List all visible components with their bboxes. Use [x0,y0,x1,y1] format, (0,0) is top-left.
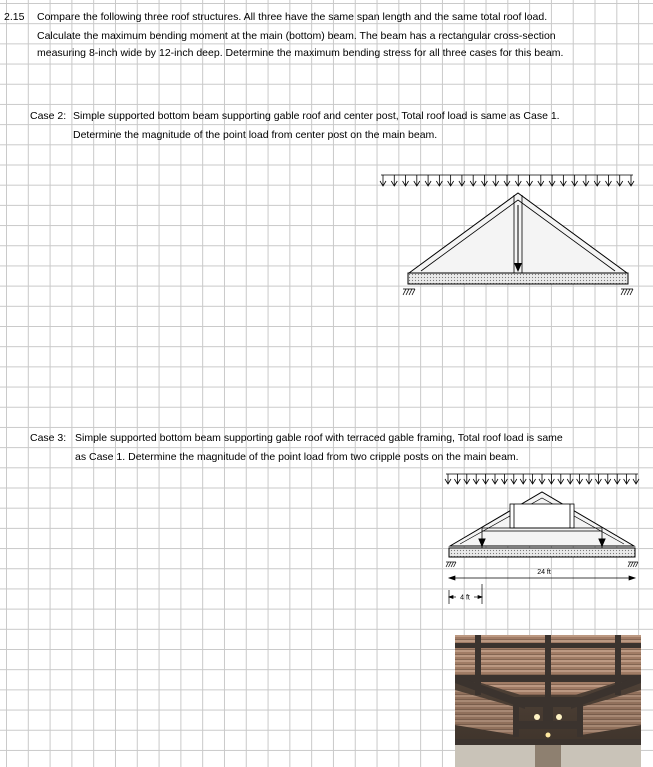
case3-offset-label: 4 ft [460,594,470,602]
case2-load-arrow [538,175,544,186]
case3-main-beam [449,548,635,557]
case2-diagram [375,165,643,305]
case2-line-1: Simple supported bottom beam supporting gable roof and center post, Total roof load is same as Case 1. [73,110,560,122]
case3-label: Case 3: [30,432,67,444]
case2-load-arrow [391,175,397,186]
case3-load-arrow [464,474,470,484]
case2-load-arrow [628,175,634,186]
case3-load-arrow [445,474,451,484]
case2-load-arrow [583,175,589,186]
case3-load-arrow [454,474,460,484]
case2-line-2: Determine the magnitude of the point load from center post on the main beam. [73,129,438,141]
case3-load-arrow [633,474,639,484]
case2-main-beam [408,273,628,284]
case3-line-2: as Case 1. Determine the magnitude of the point load from two cripple posts on the main beam. [75,451,519,463]
case3-load-arrow [605,474,611,484]
problem-line-2: Calculate the maximum bending moment at the main (bottom) beam. The beam has a rectangular cross-section [37,30,556,42]
case2-load-arrow [425,175,431,186]
case2-label: Case 2: [30,110,67,122]
case2-load-arrow [549,175,555,186]
case3-load-arrow [567,474,573,484]
case3-load-arrow [511,474,517,484]
problem-line-3: measuring 8-inch wide by 12-inch deep. Determine the maximum bending stress for all three cases for this beam. [37,47,564,59]
case3-line-1: Simple supported bottom beam supporting gable roof with terraced gable framing, Total roof load is same [75,432,563,444]
case3-load-arrow [558,474,564,484]
case3-load-arrow [520,474,526,484]
case2-load-arrow [380,175,386,186]
problem-line-1: Compare the following three roof structures. All three have the same span length and the same total roof load. [37,11,548,23]
case2-load-arrow [470,175,476,186]
case3-distributed-load [445,474,639,484]
case3-load-arrow [614,474,620,484]
case2-distributed-load [380,175,634,186]
case3-load-arrow [483,474,489,484]
case3-left-support [446,562,456,567]
case2-right-support [621,289,633,295]
case2-load-arrow [448,175,454,186]
case2-load-arrow [504,175,510,186]
roof-framing-photo [455,635,641,767]
case2-load-arrow [481,175,487,186]
case2-load-arrow [572,175,578,186]
case3-load-arrow [586,474,592,484]
case3-load-arrow [577,474,583,484]
case2-load-arrow [515,175,521,186]
case2-load-arrow [436,175,442,186]
case3-load-arrow [530,474,536,484]
case2-load-arrow [560,175,566,186]
case3-load-arrow [473,474,479,484]
case2-load-arrow [617,175,623,186]
case2-load-arrow [605,175,611,186]
problem-number: 2.15 [4,11,25,23]
case2-load-arrow [527,175,533,186]
case3-span-dimension [449,576,635,580]
case2-load-arrow [594,175,600,186]
case3-load-arrow [548,474,554,484]
case2-load-arrow [459,175,465,186]
case2-load-arrow [414,175,420,186]
case3-load-arrow [492,474,498,484]
case3-right-support [628,562,638,567]
case2-load-arrow [493,175,499,186]
case3-load-arrow [501,474,507,484]
case3-diagram [438,462,644,610]
case3-load-arrow [539,474,545,484]
case2-left-support [403,289,415,295]
case3-span-label: 24 ft [537,569,551,576]
case3-load-arrow [624,474,630,484]
case2-load-arrow [403,175,409,186]
case3-load-arrow [595,474,601,484]
